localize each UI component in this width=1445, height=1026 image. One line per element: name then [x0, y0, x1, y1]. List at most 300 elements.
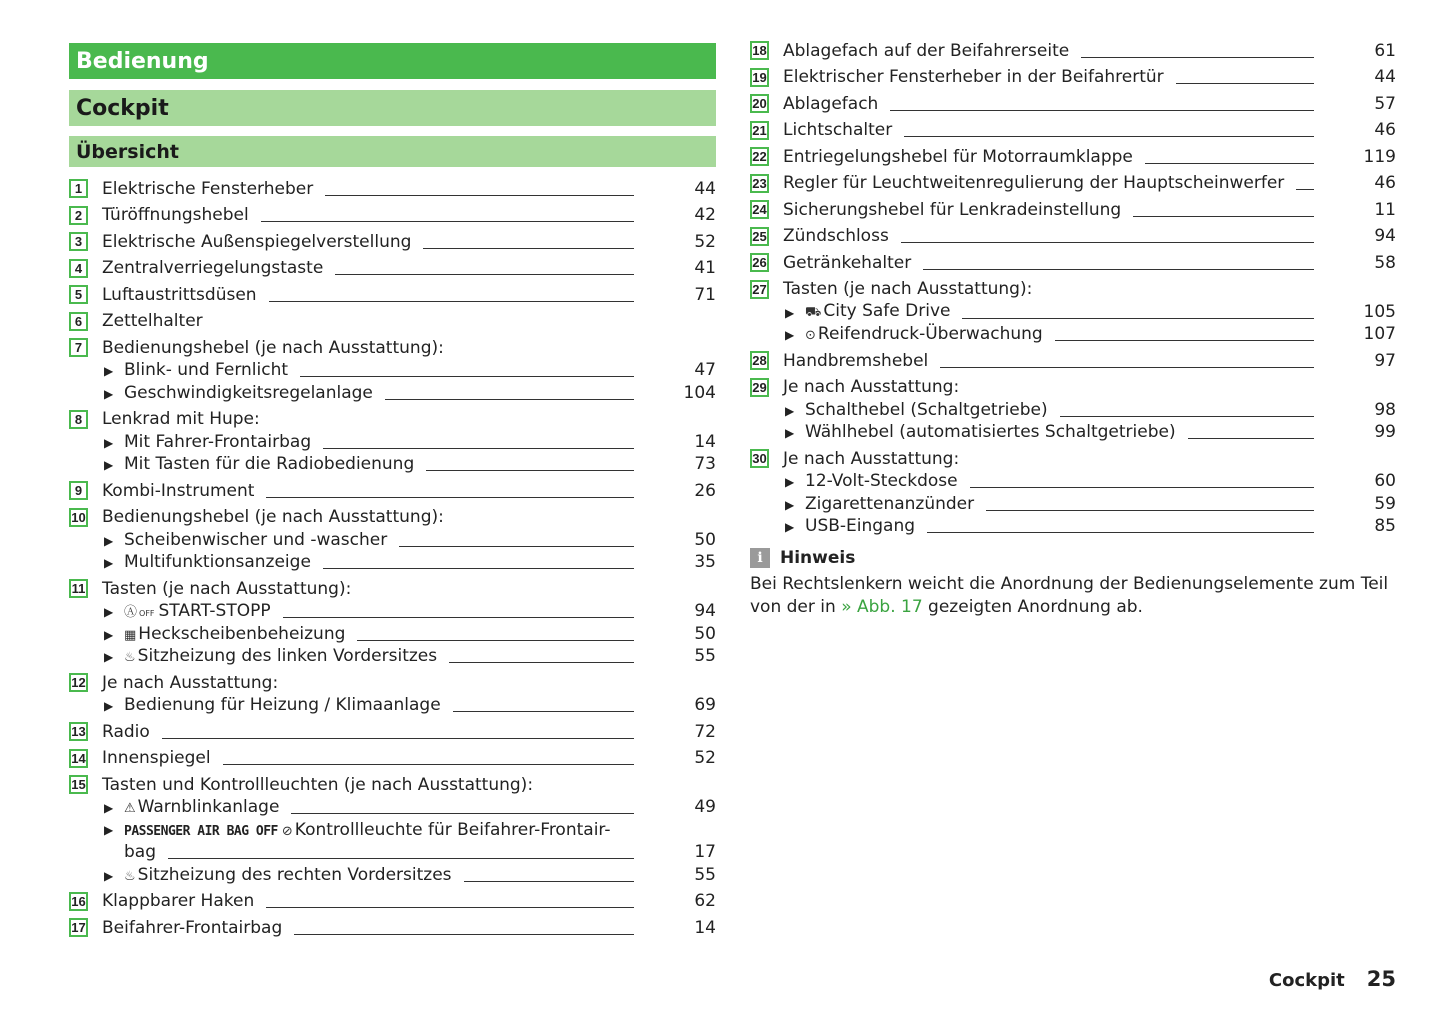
toc-sublabel-text: Mit Fahrer-Frontairbag	[124, 431, 312, 452]
toc-sublabel-text: Heckscheibenbeheizung	[138, 623, 346, 644]
toc-row[interactable]	[750, 279, 1396, 302]
callout-number: 16	[69, 892, 88, 911]
toc-row[interactable]	[750, 40, 1396, 63]
overview-list-right	[750, 40, 1396, 538]
leader-line	[970, 487, 1314, 488]
toc-subrow[interactable]	[750, 493, 1396, 516]
toc-entry[interactable]	[750, 173, 1396, 196]
toc-sublabel-text: Mit Tasten für die Radiobedienung	[124, 454, 415, 474]
toc-entry[interactable]	[750, 146, 1396, 169]
toc-subrow[interactable]	[69, 864, 716, 887]
toc-row[interactable]	[69, 258, 716, 281]
toc-row[interactable]	[69, 409, 716, 432]
bullet-triangle-icon: ▶	[104, 458, 114, 472]
page-ref[interactable]: 35	[694, 552, 716, 572]
page-ref[interactable]: 71	[694, 284, 716, 305]
toc-label: Innenspiegel	[102, 748, 211, 768]
callout-number: 8	[69, 410, 88, 429]
toc-sublabel	[124, 865, 452, 885]
leader-line	[335, 274, 634, 275]
callout-number: 24	[750, 200, 769, 219]
page-ref[interactable]: 107	[1363, 324, 1396, 344]
toc-subrow[interactable]	[69, 797, 716, 820]
leader-line	[1296, 189, 1314, 190]
toc-row[interactable]	[69, 748, 716, 771]
toc-entry[interactable]	[69, 178, 716, 201]
page-ref[interactable]: 98	[1374, 399, 1396, 420]
toc-row[interactable]	[69, 231, 716, 254]
leader-line	[1188, 438, 1314, 439]
bullet-triangle-icon: ▶	[785, 328, 795, 342]
toc-sublabel-text: Sitzheizung des linken Vordersitzes	[137, 646, 438, 666]
bullet-triangle-icon: ▶	[785, 305, 795, 320]
leader-line	[1060, 416, 1314, 417]
hinweis-text	[750, 573, 1390, 619]
toc-entry[interactable]	[69, 748, 716, 771]
leader-line	[423, 248, 634, 249]
toc-row[interactable]	[69, 337, 716, 360]
page-ref[interactable]: 85	[1374, 516, 1396, 536]
page-number: 25	[1366, 967, 1396, 991]
leader-line	[986, 510, 1314, 511]
toc-entry[interactable]	[69, 774, 716, 887]
page-ref[interactable]: 69	[694, 695, 716, 715]
leader-line	[1081, 57, 1314, 58]
page-ref[interactable]: 94	[1374, 226, 1396, 246]
toc-subrow[interactable]	[750, 301, 1396, 324]
toc-row[interactable]	[750, 226, 1396, 249]
toc-sublabel-text: Geschwindigkeitsregelanlage	[124, 382, 373, 403]
toc-sublabel-text: Warnblinkanlage	[137, 797, 280, 817]
toc-entry[interactable]	[69, 578, 716, 668]
toc-entry[interactable]	[750, 448, 1396, 538]
bullet-triangle-icon: ▶	[104, 605, 114, 619]
toc-sublabel	[805, 400, 1048, 420]
toc-row[interactable]	[750, 252, 1396, 275]
toc-entry[interactable]	[750, 120, 1396, 143]
toc-row[interactable]	[69, 578, 716, 601]
toc-row[interactable]	[750, 350, 1396, 373]
hinweis-title: Hinweis	[780, 548, 856, 568]
leader-line	[927, 532, 1314, 533]
callout-number: 22	[750, 147, 769, 166]
page-ref[interactable]: 73	[694, 454, 716, 474]
callout-number: 25	[750, 227, 769, 246]
callout-number: 14	[69, 749, 88, 768]
callout-number: 1	[69, 179, 88, 198]
page-ref[interactable]: 55	[694, 646, 716, 666]
toc-entry[interactable]	[69, 891, 716, 914]
toc-row[interactable]	[750, 199, 1396, 222]
toc-sublabel-text: Zigarettenanzünder	[805, 493, 975, 514]
toc-label: Sicherungshebel für Lenkradeinstellung	[783, 199, 1122, 220]
toc-sublabel	[124, 624, 345, 644]
leader-line	[923, 269, 1314, 270]
bullet-triangle-icon: ▶	[785, 426, 795, 440]
function-icon: ⊙	[805, 328, 816, 343]
toc-entry[interactable]	[69, 409, 716, 477]
toc-label: Je nach Ausstattung:	[783, 448, 960, 469]
toc-sublabel-line2: bag	[124, 842, 156, 862]
leader-line	[300, 376, 634, 377]
toc-label: Luftaustrittsdüsen	[102, 284, 257, 305]
toc-sublabel-text: Reifendruck-Überwachung	[817, 324, 1043, 344]
callout-number: 7	[69, 338, 88, 357]
toc-row[interactable]	[69, 284, 716, 307]
toc-row[interactable]	[750, 173, 1396, 196]
bullet-triangle-icon: ▶	[104, 435, 114, 450]
leader-line	[890, 110, 1314, 111]
callout-number: 12	[69, 673, 88, 692]
toc-sublabel-text: USB-Eingang	[805, 516, 916, 536]
leader-line	[357, 640, 634, 641]
page-ref[interactable]: 105	[1363, 301, 1396, 322]
toc-sublabel-text: Blink- und Fernlicht	[124, 360, 289, 380]
toc-subrow[interactable]	[69, 382, 716, 405]
leader-line	[1133, 216, 1314, 217]
leader-line	[261, 221, 634, 222]
leader-line	[464, 881, 634, 882]
callout-number: 11	[69, 579, 88, 598]
leader-line	[904, 136, 1314, 137]
callout-number: 5	[69, 285, 88, 304]
toc-subrow[interactable]	[69, 431, 716, 454]
page-ref[interactable]: 41	[694, 258, 716, 278]
leader-line	[940, 367, 1314, 368]
toc-entry[interactable]	[750, 93, 1396, 116]
toc-row[interactable]	[750, 67, 1396, 90]
toc-sublabel	[124, 360, 288, 380]
toc-sublabel	[805, 516, 915, 536]
toc-row[interactable]	[69, 721, 716, 744]
bullet-triangle-icon: ▶	[104, 650, 114, 664]
info-icon: i	[750, 548, 770, 568]
callout-number: 27	[750, 280, 769, 299]
page-ref[interactable]: 14	[694, 431, 716, 452]
toc-entry[interactable]	[69, 917, 716, 940]
toc-entry[interactable]	[750, 377, 1396, 445]
leader-line	[1145, 163, 1314, 164]
page-ref[interactable]: 26	[694, 480, 716, 501]
toc-label: Je nach Ausstattung:	[102, 672, 279, 693]
bullet-triangle-icon: ▶	[104, 533, 114, 548]
toc-subrow[interactable]	[69, 454, 716, 477]
leader-line	[266, 907, 634, 908]
toc-sublabel-text: Wählhebel (automatisiertes Schaltgetriebe)	[805, 422, 1176, 442]
page-ref[interactable]: 47	[694, 360, 716, 380]
page-ref[interactable]: 42	[694, 205, 716, 225]
toc-label: Lichtschalter	[783, 120, 893, 140]
toc-entry[interactable]	[69, 284, 716, 307]
leader-line	[426, 470, 634, 471]
callout-number: 21	[750, 121, 769, 140]
toc-sublabel	[124, 601, 271, 621]
leader-line	[1176, 83, 1314, 84]
toc-subrow[interactable]	[750, 516, 1396, 539]
toc-sublabel	[124, 695, 441, 715]
toc-label: Ablagefach	[783, 93, 879, 114]
bullet-triangle-icon: ▶	[104, 364, 114, 378]
leader-line	[453, 711, 634, 712]
callout-number: 19	[750, 68, 769, 87]
toc-sublabel-text: Kontrollleuchte für Beifahrer-Frontair-	[294, 820, 611, 840]
toc-row[interactable]	[69, 507, 716, 530]
leader-line	[323, 448, 634, 449]
leader-line	[1055, 340, 1314, 341]
bullet-triangle-icon: ▶	[104, 556, 114, 570]
toc-row[interactable]	[69, 480, 716, 503]
callout-number: 23	[750, 174, 769, 193]
toc-subrow[interactable]	[69, 819, 716, 864]
toc-row[interactable]	[750, 448, 1396, 471]
toc-subrow[interactable]	[69, 552, 716, 575]
toc-label: Beifahrer-Frontairbag	[102, 917, 283, 938]
toc-sublabel	[124, 454, 414, 474]
page-ref[interactable]: 17	[694, 842, 716, 862]
toc-entry[interactable]	[69, 231, 716, 254]
toc-row[interactable]	[69, 178, 716, 201]
toc-label: Bedienungshebel (je nach Ausstattung):	[102, 337, 444, 358]
toc-sublabel	[805, 422, 1176, 442]
toc-label: Kombi-Instrument	[102, 480, 255, 501]
toc-entry[interactable]	[750, 40, 1396, 63]
bullet-triangle-icon: ▶	[104, 868, 114, 883]
toc-row[interactable]	[69, 205, 716, 228]
toc-row[interactable]	[750, 146, 1396, 169]
callout-number: 26	[750, 253, 769, 272]
leader-line	[294, 934, 634, 935]
callout-number: 29	[750, 378, 769, 397]
toc-subrow[interactable]	[69, 646, 716, 669]
toc-sublabel-text: Bedienung für Heizung / Klimaanlage	[124, 695, 441, 715]
toc-label: Lenkrad mit Hupe:	[102, 409, 260, 429]
hinweis-header	[750, 547, 1390, 569]
page-ref[interactable]: 61	[1374, 40, 1396, 61]
toc-sublabel	[805, 471, 958, 491]
page-ref[interactable]: 14	[694, 917, 716, 938]
section-title-bedienung	[69, 43, 716, 79]
toc-label: Ablagefach auf der Beifahrerseite	[783, 40, 1070, 61]
toc-row[interactable]	[750, 377, 1396, 400]
toc-entry[interactable]	[69, 480, 716, 503]
toc-label: Radio	[102, 721, 150, 742]
leader-line	[269, 301, 634, 302]
overview-list-left	[69, 178, 716, 940]
bullet-triangle-icon: ▶	[785, 403, 795, 418]
hinweis-note	[750, 547, 1390, 619]
bullet-triangle-icon: ▶	[104, 627, 114, 642]
leader-line	[162, 738, 634, 739]
function-icon: ⚠	[124, 801, 136, 816]
callout-number: 2	[69, 206, 88, 225]
toc-sublabel-text: Schalthebel (Schaltgetriebe)	[805, 399, 1048, 420]
figure-link[interactable]: » Abb. 17	[841, 597, 923, 617]
toc-row[interactable]	[69, 774, 716, 797]
callout-number: 4	[69, 259, 88, 278]
toc-subrow[interactable]	[69, 360, 716, 383]
page-ref[interactable]: 59	[1374, 493, 1396, 514]
uebersicht-title-text: Übersicht	[76, 140, 179, 163]
page-ref[interactable]: 60	[1374, 471, 1396, 491]
bullet-triangle-icon: ▶	[785, 497, 795, 512]
toc-sublabel	[124, 552, 311, 572]
function-icon: ▦	[124, 627, 137, 643]
toc-entry[interactable]	[69, 258, 716, 281]
callout-number: 3	[69, 232, 88, 251]
toc-row[interactable]	[69, 672, 716, 695]
page-ref[interactable]: 50	[694, 623, 716, 644]
page-ref[interactable]: 72	[694, 721, 716, 742]
page-ref[interactable]: 52	[694, 231, 716, 252]
function-icon: ♨	[124, 650, 136, 665]
callout-number: 13	[69, 722, 88, 741]
toc-label: Entriegelungshebel für Motorraumklappe	[783, 146, 1133, 167]
hinweis-text-before: Bei Rechtslenkern weicht die Anordnung der Bedienungselemente zum Teil von der in	[750, 574, 1389, 617]
leader-line	[266, 497, 634, 498]
toc-subrow[interactable]	[69, 695, 716, 718]
toc-sublabel	[124, 646, 437, 666]
toc-label: Regler für Leuchtweitenregulierung der Hauptscheinwerfer	[783, 173, 1285, 193]
toc-entry[interactable]	[69, 507, 716, 575]
toc-subrow[interactable]	[69, 623, 716, 646]
bullet-triangle-icon: ▶	[104, 801, 114, 815]
toc-label: Getränkehalter	[783, 252, 912, 273]
section-title-uebersicht	[69, 136, 716, 167]
page-ref[interactable]: 50	[694, 529, 716, 550]
bedienung-title-text: Bedienung	[76, 48, 209, 74]
toc-sublabel	[805, 324, 1043, 344]
page-ref[interactable]: 104	[683, 382, 716, 403]
off-small-icon: OFF	[139, 609, 155, 618]
toc-row[interactable]	[69, 917, 716, 940]
leader-line	[962, 318, 1314, 319]
toc-subrow[interactable]	[69, 601, 716, 624]
toc-label: Elektrischer Fensterheber in der Beifahrertür	[783, 67, 1164, 87]
toc-sublabel	[124, 797, 279, 817]
leader-line	[291, 813, 634, 814]
toc-entry[interactable]	[69, 311, 716, 334]
footer-chapter: Cockpit	[1268, 970, 1345, 991]
toc-sublabel	[805, 301, 950, 322]
toc-label: Tasten und Kontrollleuchten (je nach Ausstattung):	[102, 774, 534, 795]
toc-sublabel-text: Scheibenwischer und -wascher	[124, 529, 388, 550]
toc-row[interactable]	[69, 311, 716, 334]
toc-subrow[interactable]	[750, 399, 1396, 422]
page-ref[interactable]: 62	[694, 891, 716, 911]
leader-line	[901, 242, 1314, 243]
page-ref[interactable]: 52	[694, 748, 716, 768]
toc-subrow[interactable]	[750, 324, 1396, 347]
leader-line	[399, 546, 634, 547]
toc-entry[interactable]	[69, 337, 716, 405]
hinweis-text-after: gezeigten Anordnung ab.	[922, 597, 1143, 617]
callout-number: 28	[750, 351, 769, 370]
toc-label: Elektrische Außenspiegelverstellung	[102, 231, 412, 252]
toc-sublabel-text: Sitzheizung des rechten Vordersitzes	[137, 864, 452, 885]
toc-label: Zündschloss	[783, 226, 889, 246]
leader-line	[168, 858, 634, 859]
leader-line	[449, 662, 634, 663]
function-icon: ⛟	[805, 304, 822, 320]
callout-number: 9	[69, 481, 88, 500]
toc-sublabel	[124, 383, 373, 403]
page-footer	[1269, 967, 1396, 991]
toc-row[interactable]	[69, 891, 716, 914]
toc-label: Zettelhalter	[102, 311, 203, 331]
bullet-triangle-icon: ▶	[104, 699, 114, 713]
page-ref[interactable]: 11	[1374, 199, 1396, 220]
page-ref[interactable]: 44	[694, 178, 716, 199]
bullet-triangle-icon: ▶	[104, 386, 114, 401]
bullet-triangle-icon: ▶	[104, 823, 114, 837]
page-ref[interactable]: 44	[1374, 67, 1396, 87]
toc-sublabel	[124, 530, 387, 550]
toc-entry[interactable]	[69, 721, 716, 744]
passenger-airbag-off-indicator: PASSENGER AIR BAG OFF	[124, 824, 278, 839]
toc-sublabel-text: 12-Volt-Steckdose	[805, 471, 958, 491]
page-ref[interactable]: 46	[1374, 173, 1396, 193]
page-ref[interactable]: 49	[694, 797, 716, 817]
page-ref[interactable]: 57	[1374, 93, 1396, 114]
page-ref[interactable]: 94	[694, 601, 716, 621]
page-ref[interactable]: 97	[1374, 350, 1396, 371]
toc-label: Handbremshebel	[783, 350, 929, 371]
callout-number: 6	[69, 312, 88, 331]
page-ref[interactable]: 99	[1374, 422, 1396, 442]
toc-entry[interactable]	[750, 226, 1396, 249]
leader-line	[323, 568, 634, 569]
toc-sublabel-text: Multifunktionsanzeige	[124, 552, 311, 572]
callout-number: 15	[69, 775, 88, 794]
toc-subrow[interactable]	[750, 471, 1396, 494]
toc-entry[interactable]	[69, 205, 716, 228]
callout-number: 10	[69, 508, 88, 527]
callout-number: 17	[69, 918, 88, 937]
page-ref[interactable]: 119	[1363, 146, 1396, 167]
function-icon: Ⓐ	[124, 605, 138, 620]
toc-sublabel-text: City Safe Drive	[823, 300, 951, 321]
toc-entry[interactable]	[750, 252, 1396, 275]
toc-entry[interactable]	[750, 199, 1396, 222]
toc-row[interactable]	[750, 120, 1396, 143]
toc-label: Tasten (je nach Ausstattung):	[783, 279, 1033, 299]
leader-line	[325, 195, 634, 196]
page-ref[interactable]: 55	[694, 864, 716, 885]
toc-label: Türöffnungshebel	[102, 205, 249, 225]
bullet-triangle-icon: ▶	[785, 475, 795, 489]
toc-subrow[interactable]	[69, 529, 716, 552]
leader-line	[385, 399, 634, 400]
callout-number: 20	[750, 94, 769, 113]
function-icon: ♨	[124, 868, 136, 884]
toc-subrow[interactable]	[750, 422, 1396, 445]
toc-sublabel	[124, 432, 311, 452]
toc-label: Tasten (je nach Ausstattung):	[102, 578, 352, 599]
toc-entry[interactable]	[69, 672, 716, 717]
toc-label: Elektrische Fensterheber	[102, 178, 314, 199]
page-ref[interactable]: 46	[1374, 120, 1396, 140]
toc-entry[interactable]	[750, 279, 1396, 347]
toc-row[interactable]	[750, 93, 1396, 116]
toc-entry[interactable]	[750, 350, 1396, 373]
callout-number: 18	[750, 41, 769, 60]
toc-label: Je nach Ausstattung:	[783, 377, 960, 397]
toc-entry[interactable]	[750, 67, 1396, 90]
cockpit-title-text: Cockpit	[76, 95, 169, 121]
toc-sublabel	[805, 494, 974, 514]
page-ref[interactable]: 58	[1374, 252, 1396, 273]
toc-label: Klappbarer Haken	[102, 891, 255, 911]
